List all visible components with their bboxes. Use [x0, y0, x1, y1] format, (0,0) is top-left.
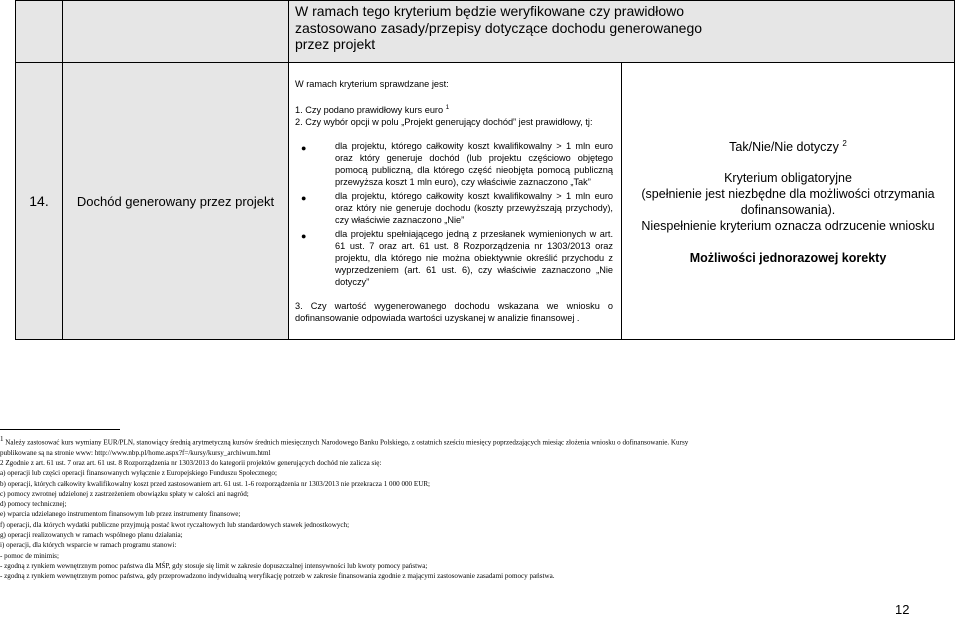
rejection-note: Niespełnienie kryterium oznacza odrzucenie wniosku: [641, 218, 935, 233]
footnote-item: c) pomocy zwrotnej udzielonej z zastrzeżeniem obowiązku spłaty w całości ani nagród;: [0, 489, 249, 498]
footnote-item: a) operacji lub części operacji finansowanych wyłącznie z Europejskiego Funduszu Społecznego;: [0, 469, 277, 478]
criteria-table: [15, 0, 955, 340]
footnote-item: b) operacji, których całkowity kwalifikowalny koszt przed zastosowaniem art. 61 ust. 1-6 rozporządzenia nr 1303/2013 nie przekracza 1 000 000 EUR;: [0, 479, 431, 488]
check-1-text: 1. Czy podano prawidłowy kurs euro: [295, 105, 444, 116]
footnote-separator: [0, 429, 120, 430]
footnote-item: - zgodną z rynkiem wewnętrznym pomoc państwa, gdy przeprowadzono indywidualną weryfikację potrzeb w zakresie finansowania zgodnie z mającymi zastosowanie zasadami pomocy państwa.: [0, 572, 555, 581]
footnote-ref-2: 2: [842, 139, 847, 149]
option-bullet-list: [295, 140, 613, 288]
footnote-item: g) operacji realizowanych w ramach wspólnego planu działania;: [0, 531, 183, 540]
bullet-text: dla projektu, którego całkowity koszt kwalifikowalny > 1 mln euro oraz który nie generuje dochodu (koszty przewyższają przychody), czy właściwie zaznaczono „Nie”: [335, 191, 613, 226]
page-number: 12: [895, 602, 910, 617]
footnote-1-text: Należy zastosować kurs wymiany EUR/PLN, stanowiący średnią arytmetyczną kursów średnich miesięcznych Narodowego Banku Polskiego, z ostatnich sześciu miesięcy poprzedzających miesiąc złożenia wniosku o dofinansowanie. Kursy: [5, 438, 689, 447]
check-1: [295, 102, 613, 116]
bullet-icon: ●: [301, 143, 307, 154]
header-empty-cell-1: [16, 1, 63, 63]
check-3: 3. Czy wartość wygenerowanego dochodu wskazana we wniosku o dofinansowanie odpowiada wartości uzyskanej w analizie finansowej .: [295, 301, 613, 324]
obligatory-explanation: (spełnienie jest niezbędne dla możliwości otrzymania dofinansowania).: [641, 186, 935, 217]
footnote-item: - zgodną z rynkiem wewnętrznym pomoc państwa dla MŚP, gdy stosuje się limit w zakresie dopuszczalnej intensywności lub kwoty pomocy państwa;: [0, 561, 428, 570]
footnote-ref-1: 1: [445, 103, 450, 111]
criterion-row: [16, 63, 955, 340]
assessment-options: [622, 136, 954, 155]
footnote-1-mark: 1: [0, 435, 4, 443]
check-2: 2. Czy wybór opcji w polu „Projekt generujący dochód” jest prawidłowy, tj:: [295, 117, 593, 128]
footnote-1: [0, 434, 955, 448]
footnote-2: 2 Zgodnie z art. 61 ust. 7 oraz art. 61 ust. 8 Rozporządzenia nr 1303/2013 do kategorii projektów generujących dochód nie zalicza się:: [0, 458, 382, 467]
bullet-icon: ●: [301, 231, 307, 242]
criteria-header-row: [16, 1, 955, 63]
bullet-item: [301, 190, 613, 226]
footnote-item: f) operacji, dla których wydatki publiczne przyjmują postać kwot ryczałtowych lub standardowych stawek jednostkowych;: [0, 520, 350, 529]
header-empty-cell-2: [63, 1, 289, 63]
bullet-text: dla projektu, którego całkowity koszt kwalifikowalny > 1 mln euro oraz który generuje dochód (lub projektu częściowo objętego pomocą publiczną, dla którego część nieobjęta pomocą publiczną przewyższa koszt 1 mln euro), czy właściwie zaznaczono „Tak”: [335, 141, 613, 188]
heading-line-2: zastosowano zasady/przepisy dotyczące dochodu generowanego: [295, 19, 703, 36]
footnote-item: i) operacji, dla których wsparcie w ramach programu stanowi:: [0, 541, 177, 550]
section-heading: [289, 1, 954, 53]
heading-line-3: przez projekt: [295, 36, 376, 52]
footnote-item: d) pomocy technicznej;: [0, 500, 67, 509]
bullet-item: [301, 228, 613, 288]
assessment-cell: [622, 63, 955, 340]
header-title-cell: [289, 1, 955, 63]
footnote-item: - pomoc de minimis;: [0, 551, 59, 560]
bullet-text: dla projektu spełniającego jedną z przesłanek wymienionych w art. 61 ust. 7 oraz art. 61 ust. 8 Rozporządzenia nr 1303/2013 oraz projektu, dla którego nie można obiektywnie określić przychodu z wyprzedzeniem (art. 61 ust. 6), czy właściwie zaznaczono „Nie dotyczy”: [335, 229, 613, 288]
footnotes: [0, 434, 955, 582]
description-intro: W ramach kryterium sprawdzane jest:: [295, 78, 449, 89]
bullet-item: [301, 140, 613, 188]
criterion-name: Dochód generowany przez projekt: [63, 63, 289, 340]
bullet-icon: ●: [301, 193, 307, 204]
correction-note: Możliwości jednorazowej korekty: [689, 250, 887, 265]
criterion-number: 14.: [16, 63, 63, 340]
assessment-options-text: Tak/Nie/Nie dotyczy: [729, 140, 839, 155]
criterion-description: [289, 63, 622, 340]
footnote-1-cont: publikowane są na stronie www: http://www.nbp.pl/home.aspx?f=/kursy/kursy_archiwum.html: [0, 448, 271, 457]
obligatory-label: Kryterium obligatoryjne: [724, 170, 852, 185]
footnote-item: e) wparcia udzielanego instrumentom finansowym lub przez instrumenty finansowe;: [0, 510, 241, 519]
heading-line-1: W ramach tego kryterium będzie weryfikowane czy prawidłowo: [295, 3, 685, 19]
